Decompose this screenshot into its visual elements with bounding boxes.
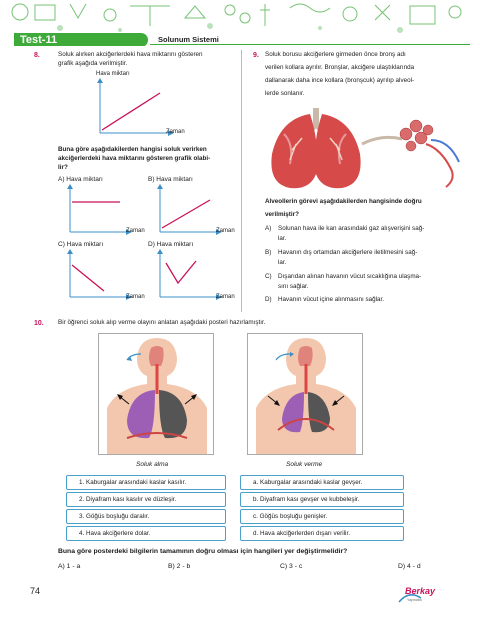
- caption-inhale: Soluk alma: [136, 461, 169, 468]
- q8-option-c-xlabel: Zaman: [126, 294, 145, 300]
- q9-option-a-letter[interactable]: A): [265, 225, 272, 232]
- q10-answer-b[interactable]: B) 2 - b: [168, 563, 191, 570]
- q9-text-line3: dallanarak daha ince kollara (bronşcuk) ayrılıp alveol-: [265, 77, 415, 84]
- q8-option-b-label[interactable]: B) Hava miktarı: [148, 176, 193, 183]
- q9-option-c-line2[interactable]: sını sağlar.: [278, 283, 309, 290]
- page-number: 74: [30, 586, 41, 596]
- inhale-item-4: 4. Hava akciğerlere dolar.: [66, 526, 226, 541]
- exhale-item-a: a. Kaburgalar arasındaki kaslar gevşer.: [240, 475, 404, 490]
- q8-text-line2: grafik aşağıda verilmiştir.: [58, 60, 128, 67]
- exhale-item-d: d. Hava akciğerlerden dışarı verilir.: [240, 526, 404, 541]
- q9-question-line2: verilmiştir?: [265, 211, 299, 218]
- q9-number: 9.: [253, 52, 259, 59]
- q8-option-a-xlabel: Zaman: [126, 228, 145, 234]
- q8-question-line1: Buna göre aşağıdakilerden hangisi soluk verirken: [58, 146, 207, 153]
- ref-graph: [96, 78, 176, 138]
- caption-exhale: Soluk verme: [286, 461, 323, 468]
- q8-option-a-label[interactable]: A) Hava miktarı: [58, 176, 103, 183]
- q8-option-d-label[interactable]: D) Hava miktarı: [148, 241, 194, 248]
- q8-question-line3: lir?: [58, 164, 68, 171]
- brand-name: Berkay: [405, 586, 436, 596]
- inhale-item-3: 3. Göğüs boşluğu daralır.: [66, 509, 226, 524]
- q9-text-line2: verilen kollara ayrılır. Bronşlar, akciğere ulaştıklarında: [265, 64, 415, 71]
- q10-answer-c[interactable]: C) 3 - c: [280, 563, 303, 570]
- q9-option-d-line1[interactable]: Havanın vücut içine alınmasını sağlar.: [278, 296, 385, 303]
- q9-option-a-line2[interactable]: lar.: [278, 235, 287, 242]
- q9-option-c-line1[interactable]: Dışarıdan alınan havanın vücut sıcaklığına ulaşma-: [278, 273, 422, 280]
- ref-graph-line: [102, 93, 160, 130]
- ref-graph-xlabel: Zaman: [166, 129, 185, 135]
- exhale-illustration: [248, 334, 363, 455]
- q8-option-b-xlabel: Zaman: [216, 228, 235, 234]
- q8-option-c-label[interactable]: C) Hava miktarı: [58, 241, 104, 248]
- column-divider: [241, 50, 242, 312]
- q10-answer-d[interactable]: D) 4 - d: [398, 563, 421, 570]
- q10-answer-a[interactable]: A) 1 - a: [58, 563, 81, 570]
- inhale-item-1: 1. Kaburgalar arasındaki kaslar kasılır.: [66, 475, 226, 490]
- q10-number: 10.: [34, 320, 44, 327]
- poster-exhale: [247, 333, 363, 455]
- q9-option-a-line1[interactable]: Solunan hava ile kan arasındaki gaz alışverişini sağ-: [278, 225, 425, 232]
- inhale-illustration: [99, 334, 214, 455]
- q9-option-b-line2[interactable]: lar.: [278, 259, 287, 266]
- ref-graph-ylabel: Hava miktarı: [96, 71, 130, 77]
- lungs-illustration: [266, 104, 466, 190]
- q8-number: 8.: [34, 52, 40, 59]
- q9-option-c-letter[interactable]: C): [265, 273, 272, 280]
- exhale-item-c: c. Göğüs boşluğu genişler.: [240, 509, 404, 524]
- q8-option-d-xlabel: Zaman: [216, 294, 235, 300]
- brand-subtitle: Yayıncılık: [407, 598, 422, 602]
- q8-text-line1: Soluk alırken akciğerlerdeki hava miktarını gösteren: [58, 51, 203, 58]
- unit-underline: [150, 44, 470, 45]
- page-header: [0, 0, 480, 46]
- q9-option-b-line1[interactable]: Havanın dış ortamdan akciğerlere iletilmesini sağ-: [278, 249, 418, 256]
- test-label: Test-11: [20, 34, 58, 46]
- q9-option-b-letter[interactable]: B): [265, 249, 272, 256]
- exhale-item-b: b. Diyafram kası gevşer ve kubbeleşir.: [240, 492, 404, 507]
- q9-text-line1: Soluk borusu akciğerlere girmeden önce bronş adı: [265, 51, 406, 58]
- inhale-item-2: 2. Diyafram kası kasılır ve düzleşir.: [66, 492, 226, 507]
- q10-intro: Bir öğrenci soluk alıp verme olayını anlatan aşağıdaki posteri hazırlamıştır.: [58, 319, 266, 326]
- q9-question-line1: Alveollerin görevi aşağıdakilerden hangisinde doğru: [265, 198, 422, 205]
- poster-inhale: [98, 333, 214, 455]
- q9-text-line4: lerde sonlanır.: [265, 90, 305, 97]
- q9-option-d-letter[interactable]: D): [265, 296, 272, 303]
- q8-question-line2: akciğerlerdeki hava miktarını gösteren grafik olabi-: [58, 155, 211, 162]
- q10-question: Buna göre posterdeki bilgilerin tamamının doğru olması için hangileri yer değiştirmelidir?: [58, 548, 348, 555]
- unit-label: Solunum Sistemi: [158, 35, 219, 44]
